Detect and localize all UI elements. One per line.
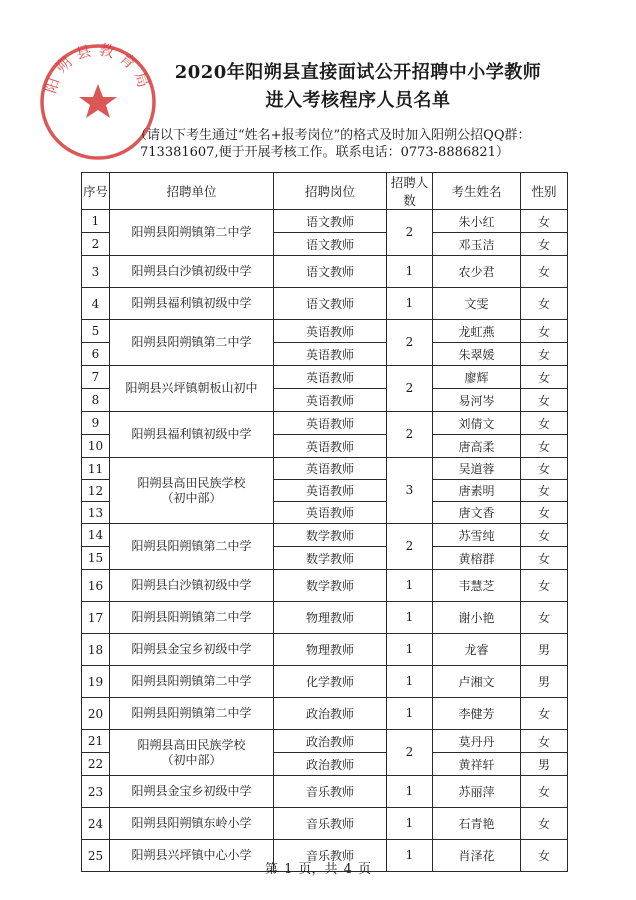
cell-post: 英语教师 <box>274 389 387 412</box>
header-unit: 招聘单位 <box>110 173 274 210</box>
cell-unit <box>110 412 274 458</box>
cell-no: 6 <box>82 343 110 366</box>
cell-no: 25 <box>82 840 110 872</box>
seal-text: 阳朔县教育局 <box>41 40 155 96</box>
unit-subname: （初中部） <box>161 752 222 767</box>
cell-count: 2 <box>387 524 433 570</box>
cell-post: 英语教师 <box>274 458 387 480</box>
cell-post: 数学教师 <box>274 524 387 547</box>
cell-post: 数学教师 <box>274 570 387 602</box>
cell-name: 黄祥轩 <box>433 753 521 776</box>
page-subtitle: 进入考核程序人员名单 <box>265 90 451 111</box>
table-row <box>82 256 568 288</box>
cell-no: 21 <box>82 730 110 753</box>
table-header-row <box>82 173 568 210</box>
cell-post: 化学教师 <box>274 666 387 698</box>
candidate-table <box>81 172 568 872</box>
table-row <box>82 524 568 547</box>
cell-post: 英语教师 <box>274 343 387 366</box>
cell-gender: 女 <box>521 602 568 634</box>
cell-unit <box>110 256 274 288</box>
cell-post: 政治教师 <box>274 698 387 730</box>
cell-no: 17 <box>82 602 110 634</box>
cell-gender: 女 <box>521 698 568 730</box>
cell-no: 24 <box>82 808 110 840</box>
cell-post: 政治教师 <box>274 753 387 776</box>
unit-name: 阳朔县阳朔镇第二中学 <box>131 674 252 688</box>
cell-name: 吴道蓉 <box>433 458 521 480</box>
cell-gender: 女 <box>521 366 568 389</box>
cell-gender: 女 <box>521 502 568 524</box>
table-row <box>82 698 568 730</box>
unit-name: 阳朔县福利镇初级中学 <box>131 296 252 310</box>
table-row <box>82 210 568 233</box>
cell-no: 18 <box>82 634 110 666</box>
cell-unit <box>110 288 274 320</box>
cell-unit <box>110 776 274 808</box>
cell-count: 1 <box>387 808 433 840</box>
cell-gender: 女 <box>521 570 568 602</box>
cell-name: 石青艳 <box>433 808 521 840</box>
cell-unit <box>110 730 274 776</box>
table-row <box>82 288 568 320</box>
cell-gender: 女 <box>521 343 568 366</box>
table-row <box>82 666 568 698</box>
unit-name: 阳朔县金宝乡初级中学 <box>131 784 252 798</box>
unit-name: 阳朔县阳朔镇东岭小学 <box>131 816 252 830</box>
cell-gender: 女 <box>521 435 568 458</box>
cell-gender: 男 <box>521 666 568 698</box>
cell-gender: 女 <box>521 808 568 840</box>
cell-gender: 女 <box>521 389 568 412</box>
cell-count: 1 <box>387 256 433 288</box>
cell-no: 1 <box>82 210 110 233</box>
notice-line-1: （请以下考生通过“姓名+报考岗位”的格式及时加入阳朔公招QQ群： <box>134 128 531 143</box>
unit-name: 阳朔县金宝乡初级中学 <box>131 642 252 656</box>
cell-unit <box>110 666 274 698</box>
cell-name: 唐高柔 <box>433 435 521 458</box>
cell-gender: 女 <box>521 233 568 256</box>
cell-post: 语文教师 <box>274 233 387 256</box>
cell-name: 黄榕群 <box>433 547 521 570</box>
notice-line-2: 713381607,便于开展考核工作。联系电话：0773-8886821） <box>140 145 509 160</box>
cell-count: 2 <box>387 366 433 412</box>
table-row <box>82 570 568 602</box>
cell-no: 15 <box>82 547 110 570</box>
cell-post: 音乐教师 <box>274 808 387 840</box>
cell-name: 卢湘文 <box>433 666 521 698</box>
unit-name: 阳朔县兴坪镇中心小学 <box>131 848 252 862</box>
cell-no: 12 <box>82 480 110 502</box>
cell-name: 农少君 <box>433 256 521 288</box>
cell-count: 1 <box>387 570 433 602</box>
cell-no: 5 <box>82 320 110 343</box>
unit-name: 阳朔县高田民族学校 <box>137 737 246 752</box>
table-row <box>82 412 568 435</box>
cell-post: 音乐教师 <box>274 776 387 808</box>
cell-gender: 男 <box>521 634 568 666</box>
cell-gender: 女 <box>521 776 568 808</box>
cell-no: 22 <box>82 753 110 776</box>
cell-gender: 女 <box>521 256 568 288</box>
cell-unit <box>110 320 274 366</box>
cell-no: 11 <box>82 458 110 480</box>
table-row <box>82 458 568 480</box>
cell-post: 英语教师 <box>274 412 387 435</box>
cell-name: 苏丽萍 <box>433 776 521 808</box>
cell-post: 物理教师 <box>274 602 387 634</box>
table-row <box>82 634 568 666</box>
cell-count: 1 <box>387 634 433 666</box>
header-gender: 性别 <box>521 173 568 210</box>
cell-post: 音乐教师 <box>274 840 387 872</box>
cell-name: 李健芳 <box>433 698 521 730</box>
cell-count: 2 <box>387 320 433 366</box>
cell-name: 莫丹丹 <box>433 730 521 753</box>
table-row <box>82 808 568 840</box>
cell-unit <box>110 524 274 570</box>
unit-subname: （初中部） <box>161 490 222 505</box>
cell-gender: 女 <box>521 412 568 435</box>
table-row <box>82 602 568 634</box>
cell-gender: 女 <box>521 547 568 570</box>
cell-unit <box>110 366 274 412</box>
cell-count: 1 <box>387 840 433 872</box>
cell-name: 龙虹燕 <box>433 320 521 343</box>
cell-unit <box>110 808 274 840</box>
page-footer <box>0 858 636 877</box>
cell-name: 唐素明 <box>433 480 521 502</box>
cell-name: 文雯 <box>433 288 521 320</box>
unit-name: 阳朔县兴坪镇朝板山初中 <box>125 381 258 395</box>
footer-mid: 页，共 <box>298 862 338 877</box>
unit-name: 阳朔县阳朔镇第二中学 <box>131 335 252 349</box>
cell-unit <box>110 210 274 256</box>
cell-gender: 女 <box>521 524 568 547</box>
cell-name: 韦慧芝 <box>433 570 521 602</box>
cell-post: 语文教师 <box>274 288 387 320</box>
cell-count: 1 <box>387 288 433 320</box>
cell-post: 英语教师 <box>274 366 387 389</box>
header-post: 招聘岗位 <box>274 173 387 210</box>
unit-name: 阳朔县阳朔镇第二中学 <box>131 610 252 624</box>
cell-post: 英语教师 <box>274 480 387 502</box>
cell-count: 1 <box>387 666 433 698</box>
cell-gender: 女 <box>521 730 568 753</box>
unit-name: 阳朔县高田民族学校 <box>137 475 246 490</box>
cell-post: 英语教师 <box>274 502 387 524</box>
cell-name: 刘倩文 <box>433 412 521 435</box>
cell-no: 13 <box>82 502 110 524</box>
cell-no: 10 <box>82 435 110 458</box>
cell-no: 4 <box>82 288 110 320</box>
cell-name: 唐文香 <box>433 502 521 524</box>
cell-count: 2 <box>387 730 433 776</box>
cell-count: 1 <box>387 776 433 808</box>
cell-gender: 女 <box>521 320 568 343</box>
cell-name: 廖辉 <box>433 366 521 389</box>
unit-name: 阳朔县白沙镇初级中学 <box>131 264 252 278</box>
cell-unit <box>110 570 274 602</box>
table-row <box>82 320 568 343</box>
footer-page-number: 1 <box>284 862 293 877</box>
cell-name: 谢小艳 <box>433 602 521 634</box>
cell-count: 3 <box>387 458 433 524</box>
cell-gender: 女 <box>521 288 568 320</box>
cell-post: 政治教师 <box>274 730 387 753</box>
cell-gender: 男 <box>521 753 568 776</box>
cell-post: 物理教师 <box>274 634 387 666</box>
page-title: 2020年阳朔县直接面试公开招聘中小学教师 <box>174 62 542 83</box>
unit-name: 阳朔县福利镇初级中学 <box>131 427 252 441</box>
cell-no: 20 <box>82 698 110 730</box>
table-row <box>82 776 568 808</box>
cell-count: 2 <box>387 412 433 458</box>
cell-no: 3 <box>82 256 110 288</box>
cell-gender: 女 <box>521 480 568 502</box>
cell-no: 8 <box>82 389 110 412</box>
footer-suffix: 页 <box>358 862 372 877</box>
cell-count: 2 <box>387 210 433 256</box>
cell-name: 朱小红 <box>433 210 521 233</box>
cell-unit <box>110 602 274 634</box>
cell-post: 语文教师 <box>274 210 387 233</box>
cell-post: 英语教师 <box>274 320 387 343</box>
header-name: 考生姓名 <box>433 173 521 210</box>
cell-post: 语文教师 <box>274 256 387 288</box>
cell-unit <box>110 698 274 730</box>
cell-name: 苏雪纯 <box>433 524 521 547</box>
cell-no: 16 <box>82 570 110 602</box>
unit-name: 阳朔县白沙镇初级中学 <box>131 578 252 592</box>
table-row <box>82 730 568 753</box>
cell-count: 1 <box>387 698 433 730</box>
cell-count: 1 <box>387 602 433 634</box>
unit-name: 阳朔县阳朔镇第二中学 <box>131 225 252 239</box>
cell-gender: 女 <box>521 458 568 480</box>
cell-post: 数学教师 <box>274 547 387 570</box>
cell-unit <box>110 458 274 524</box>
cell-post: 英语教师 <box>274 435 387 458</box>
cell-name: 龙睿 <box>433 634 521 666</box>
cell-gender: 女 <box>521 840 568 872</box>
unit-name: 阳朔县阳朔镇第二中学 <box>131 539 252 553</box>
cell-name: 邓玉洁 <box>433 233 521 256</box>
cell-no: 19 <box>82 666 110 698</box>
header-count: 招聘人数 <box>387 173 433 210</box>
cell-no: 14 <box>82 524 110 547</box>
cell-gender: 女 <box>521 210 568 233</box>
cell-name: 朱翠媛 <box>433 343 521 366</box>
footer-total-pages: 4 <box>343 862 352 877</box>
table-row <box>82 366 568 389</box>
footer-prefix: 第 <box>264 862 278 877</box>
cell-name: 易河岑 <box>433 389 521 412</box>
unit-name: 阳朔县阳朔镇第二中学 <box>131 706 252 720</box>
cell-no: 2 <box>82 233 110 256</box>
cell-unit <box>110 634 274 666</box>
cell-no: 9 <box>82 412 110 435</box>
header-no: 序号 <box>82 173 110 210</box>
cell-name: 肖泽花 <box>433 840 521 872</box>
cell-no: 23 <box>82 776 110 808</box>
cell-no: 7 <box>82 366 110 389</box>
